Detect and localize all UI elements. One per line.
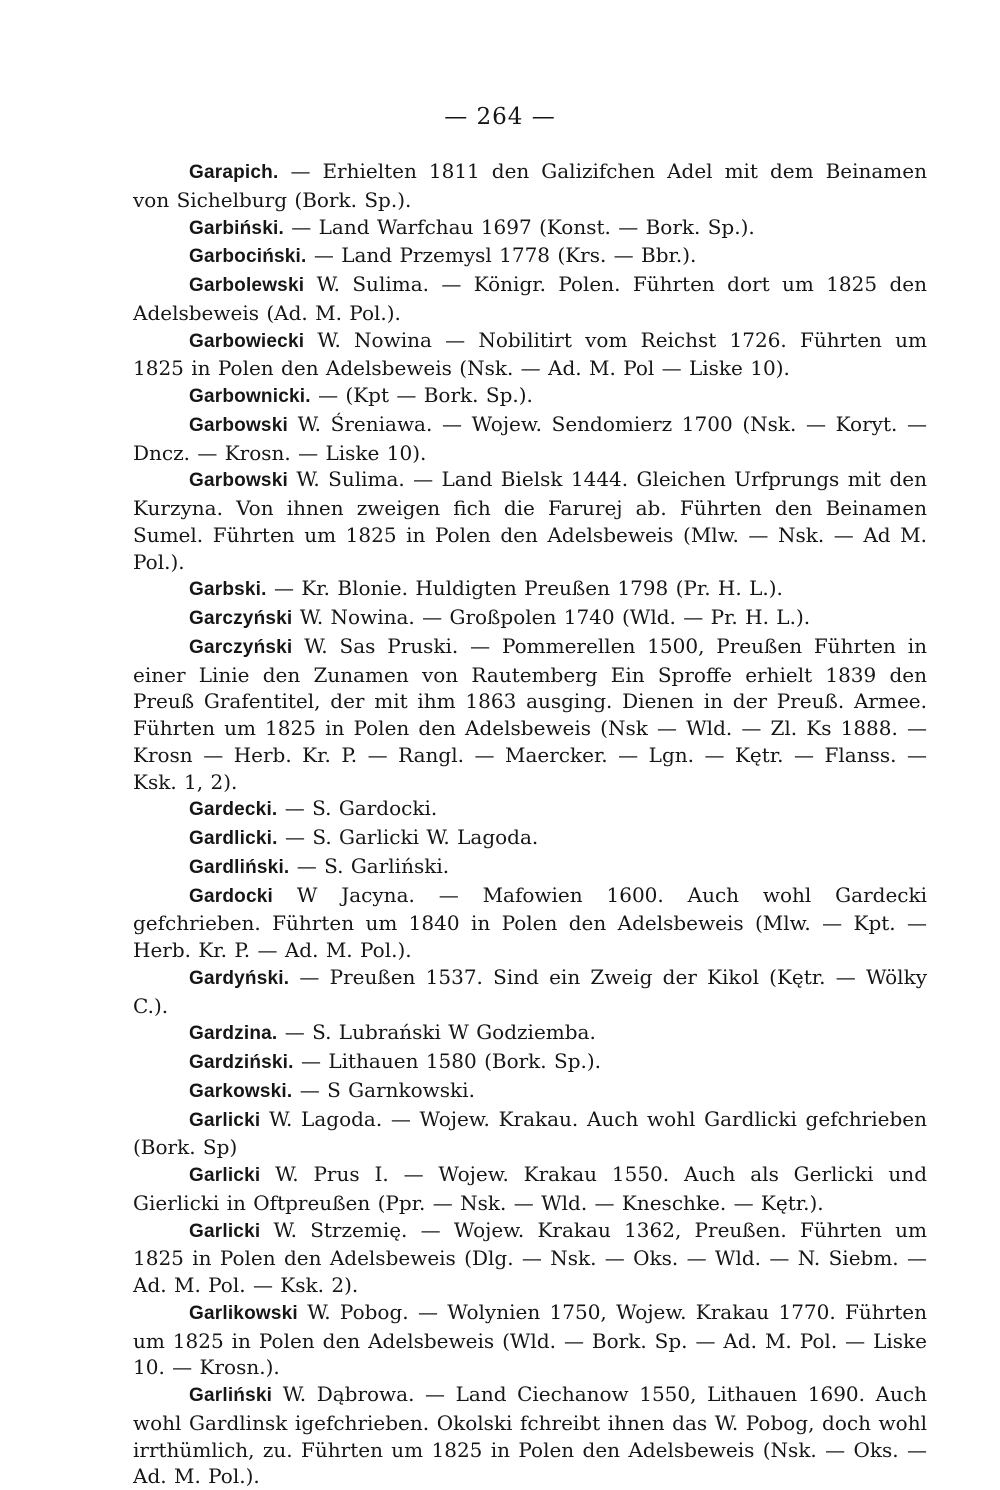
- list-item: [133, 964, 927, 1020]
- entry-name: Gardyński.: [189, 967, 290, 989]
- entry-text: W. Nowina. — Großpolen 1740 (Wld. — Pr. H. L.).: [292, 605, 811, 629]
- list-item: [133, 1381, 927, 1490]
- list-item: [133, 575, 927, 604]
- entry-name: Garkowski.: [189, 1080, 293, 1102]
- list-item: [133, 466, 927, 575]
- list-item: [133, 271, 927, 327]
- list-item: [133, 382, 927, 411]
- entry-text: — Land Warfchau 1697 (Konst. — Bork. Sp.).: [283, 214, 755, 239]
- list-item: [133, 1217, 927, 1299]
- entry-name: Garczyński: [189, 636, 293, 658]
- entry-text: W. Strzemię. — Wojew. Krakau 1362, Preußen. Führten um 1825 in Polen den Adelsbeweis (Dlg. — Nsk. — Oks. — Wld. — N. Siebm. — Ad. M. Pol. — Ksk. 2).: [133, 1217, 927, 1297]
- entry-text: — Preußen 1537. Sind ein Zweig der Kikol (Kętr. — Wölky C.).: [133, 964, 927, 1018]
- entry-name: Gardocki: [189, 885, 273, 907]
- list-item: [133, 795, 927, 824]
- entry-name: Garbolewski: [189, 275, 305, 296]
- list-item: [133, 1299, 927, 1381]
- entry-name: Garbiński.: [189, 217, 284, 239]
- entry-name: Garbowski: [189, 470, 288, 492]
- entry-name: Garlicki: [189, 1165, 261, 1186]
- entry-name: Garlicki: [189, 1220, 261, 1242]
- entry-text: — S Garnkowski.: [292, 1077, 475, 1102]
- entry-name: Garlikowski: [189, 1302, 298, 1324]
- entry-text: — S. Garlicki W. Lagoda.: [277, 825, 539, 849]
- entry-name: Gardziński.: [189, 1052, 294, 1073]
- entry-name: Garliński: [189, 1385, 273, 1406]
- entry-text: — S. Lubrański W Godziemba.: [277, 1020, 596, 1045]
- entry-text: W Jacyna. — Mafowien 1600. Auch wohl Gardecki gefchrieben. Führten um 1840 in Polen den Adelsbeweis (Mlw. — Kpt. — Herb. Kr. P. — Ad. M. Pol.).: [133, 882, 927, 962]
- entry-text: W. Sulima. — Land Bielsk 1444. Gleichen Urfprungs mit den Kurzyna. Von ihnen zweigen fich die Farurej ab. Führten den Beinamen Sumel. Führten um 1825 in Polen den Adelsbeweis (Mlw. — Nsk. — Ad M. Pol.).: [133, 467, 927, 574]
- list-item: [133, 1019, 927, 1048]
- list-item: [133, 604, 927, 633]
- entry-text: — (Kpt — Bork. Sp.).: [310, 383, 533, 407]
- entry-text: — S. Gardocki.: [277, 796, 438, 821]
- entry-name: Garbski.: [189, 579, 267, 601]
- entry-name: Gardliński.: [189, 856, 290, 878]
- entry-name: Garlicki: [189, 1109, 261, 1131]
- list-item: [133, 824, 927, 853]
- list-item: [133, 411, 927, 467]
- entry-name: Gardlicki.: [189, 828, 278, 849]
- entry-text: — Land Przemysl 1778 (Krs. — Bbr.).: [306, 243, 697, 268]
- entry-text: W. Śreniawa. — Wojew. Sendomierz 1700 (Nsk. — Koryt. — Dncz. — Krosn. — Liske 10).: [133, 411, 927, 465]
- list-item: [133, 1161, 927, 1217]
- entry-text: W. Pobog. — Wolynien 1750, Wojew. Krakau 1770. Führten um 1825 in Polen den Adelsbeweis (Wld. — Bork. Sp. — Ad. M. Pol. — Liske 10. — Krosn.).: [133, 1299, 927, 1380]
- entry-name: Garbowiecki: [189, 330, 305, 352]
- entry-name: Gardzina.: [189, 1023, 278, 1045]
- list-item: [133, 882, 927, 964]
- entry-text: — S. Garliński.: [289, 853, 450, 878]
- entry-name: Garczyński: [189, 608, 293, 629]
- list-item: [133, 1048, 927, 1077]
- entry-text: — Kr. Blonie. Huldigten Preußen 1798 (Pr. H. L.).: [266, 576, 783, 601]
- entry-text: W. Nowina — Nobilitirt vom Reichst 1726. Führten um 1825 in Polen den Adelsbeweis (Nsk. — Ad. M. Pol — Liske 10).: [133, 327, 927, 381]
- list-item: [133, 853, 927, 882]
- entry-text: W. Prus I. — Wojew. Krakau 1550. Auch als Gerlicki und Gierlicki in Oftpreußen (Ppr. — Nsk. — Wld. — Kneschke. — Kętr.).: [133, 1162, 927, 1215]
- list-item: [133, 1077, 927, 1106]
- entry-text: — Lithauen 1580 (Bork. Sp.).: [293, 1049, 602, 1073]
- entry-name: Gardecki.: [189, 799, 278, 821]
- list-item: [133, 242, 927, 271]
- list-item: [133, 633, 927, 796]
- entry-text: W. Sulima. — Königr. Polen. Führten dort um 1825 den Adelsbeweis (Ad. M. Pol.).: [133, 272, 927, 325]
- list-item: [133, 158, 927, 214]
- entry-text: — Erhielten 1811 den Galizifchen Adel mit dem Beinamen von Sichelburg (Bork. Sp.).: [133, 159, 927, 212]
- entry-name: Garbociński.: [189, 246, 307, 268]
- entry-list: [133, 158, 927, 1490]
- entry-text: W. Sas Pruski. — Pommerellen 1500, Preußen Führten in einer Linie den Zunamen von Rautemberg Ein Sproffe erhielt 1839 den Preuß Grafentitel, der mit ihm 1863 ausging. Dienen in der Preuß. Armee. Führten um 1825 in Polen den Adelsbeweis (Nsk — Wld. — Zl. Ks 1888. — Krosn — Herb. Kr. P. — Rangl. — Maercker. — Lgn. — Kętr. — Flanss. — Ksk. 1, 2).: [133, 633, 927, 794]
- entry-text: W. Lagoda. — Wojew. Krakau. Auch wohl Gardlicki gefchrieben (Bork. Sp): [133, 1106, 927, 1160]
- entry-name: Garbowski: [189, 414, 288, 436]
- entry-name: Garapich.: [189, 162, 279, 183]
- list-item: [133, 1106, 927, 1162]
- page-number: — 264 —: [444, 104, 556, 130]
- entry-name: Garbownicki.: [189, 386, 311, 407]
- entry-text: W. Dąbrowa. — Land Ciechanow 1550, Lithauen 1690. Auch wohl Gardlinsk igefchrieben. Okolski fchreibt ihnen das W. Pobog, doch wohl irrthümlich, zu. Führten um 1825 in Polen den Adelsbeweis (Nsk. — Oks. — Ad. M. Pol.).: [133, 1382, 927, 1489]
- list-item: [133, 214, 927, 243]
- list-item: [133, 327, 927, 383]
